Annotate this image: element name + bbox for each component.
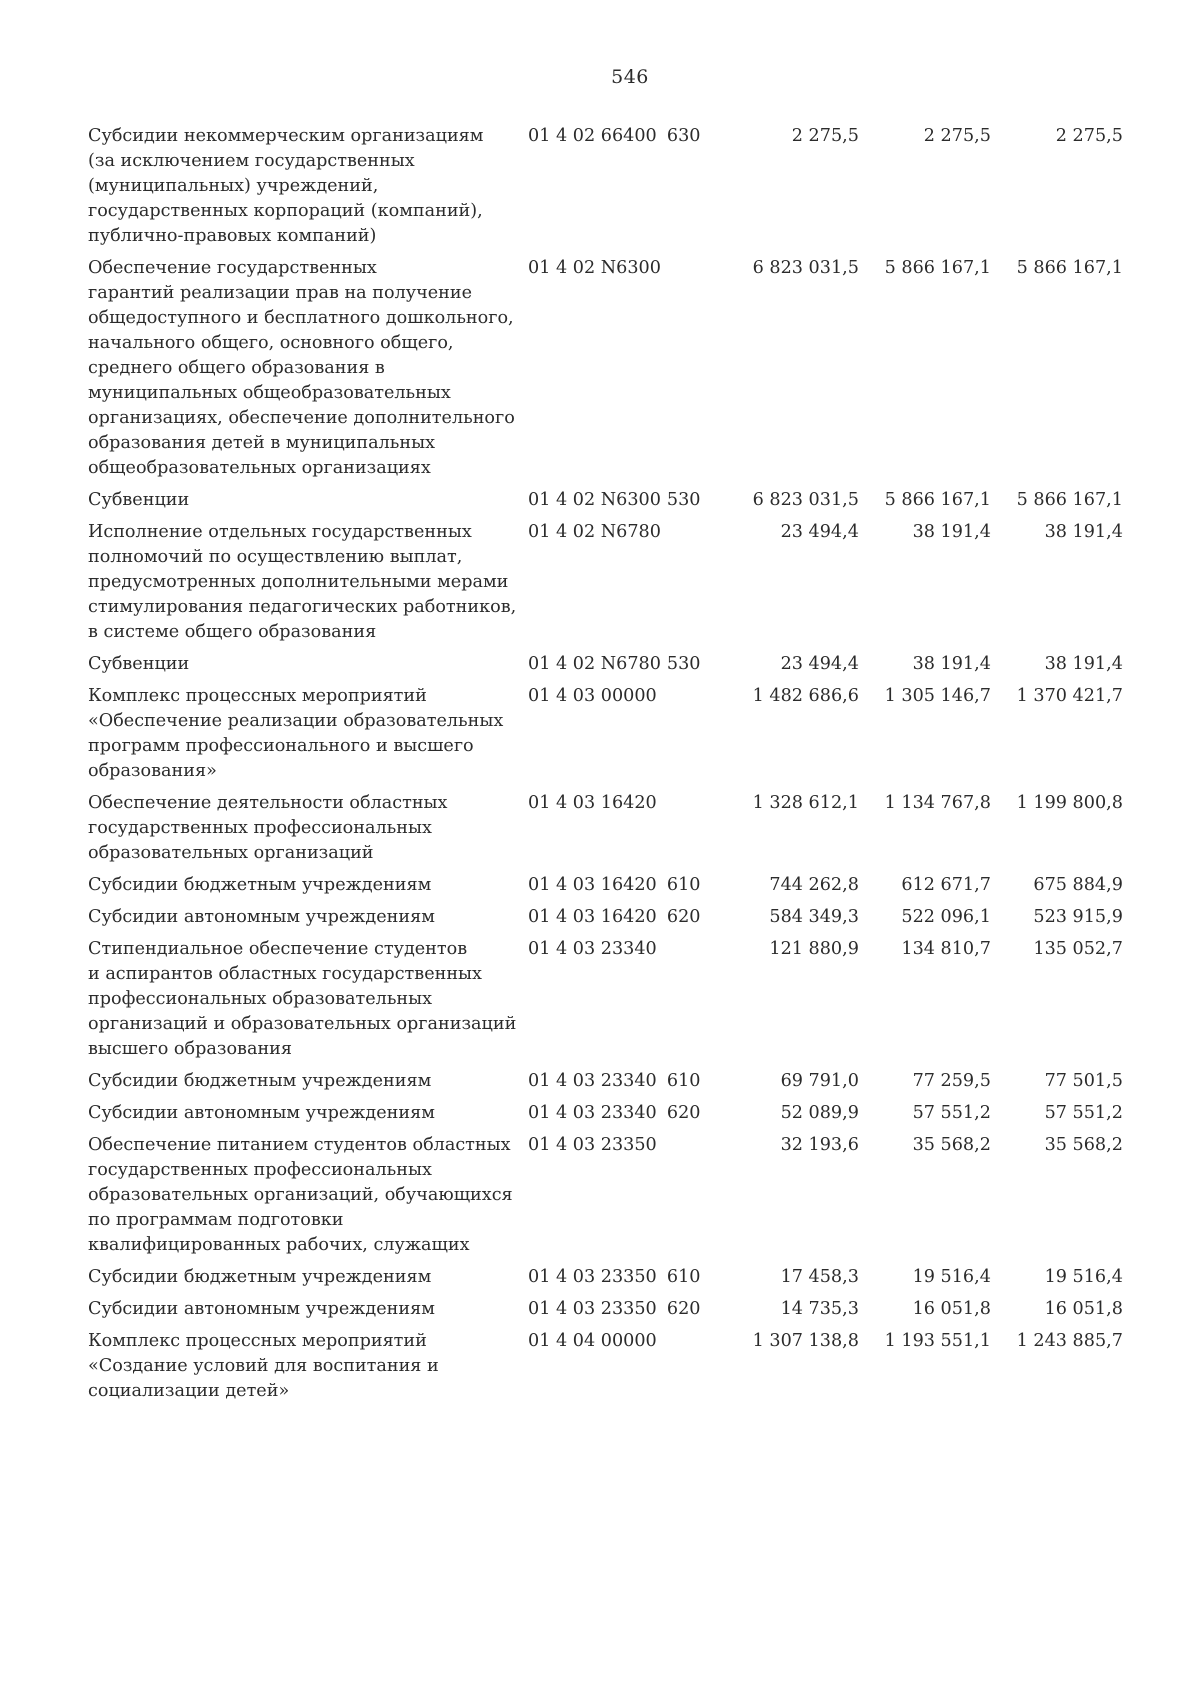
row-code-cell: 01 4 03 00000 bbox=[528, 686, 657, 706]
row-code-cell: 01 4 02 N6780 bbox=[528, 654, 661, 674]
row-year1-amount: 6 823 031,5 bbox=[752, 258, 859, 278]
row-year1-amount: 6 823 031,5 bbox=[752, 490, 859, 510]
row-expense-type-cell bbox=[661, 1133, 717, 1265]
table-row bbox=[88, 256, 1123, 488]
row-year3-amount: 1 370 421,7 bbox=[1016, 686, 1123, 706]
table-row bbox=[88, 905, 1123, 937]
row-expense-type-cell: 610 bbox=[666, 1071, 701, 1091]
table-row bbox=[88, 873, 1123, 905]
row-expense-type-cell bbox=[661, 520, 717, 652]
row-year2-amount: 1 305 146,7 bbox=[884, 686, 991, 706]
row-year2-amount: 77 259,5 bbox=[912, 1071, 991, 1091]
row-year1-amount: 52 089,9 bbox=[780, 1103, 859, 1123]
row-year2-amount: 612 671,7 bbox=[901, 875, 991, 895]
row-expense-type-cell: 620 bbox=[666, 1299, 701, 1319]
row-code-cell: 01 4 02 N6300 bbox=[528, 258, 661, 278]
row-year1-amount: 23 494,4 bbox=[780, 522, 859, 542]
row-year1-amount: 1 328 612,1 bbox=[752, 793, 859, 813]
row-name-cell: Комплекс процессных мероприятий «Обеспечение реализации образовательных программ профессионального и высшего образования» bbox=[88, 686, 504, 781]
row-year3-amount: 1 243 885,7 bbox=[1016, 1331, 1123, 1351]
row-year1-amount: 1 307 138,8 bbox=[752, 1331, 859, 1351]
row-code-cell: 01 4 02 66400 bbox=[528, 126, 657, 146]
row-year2-amount: 522 096,1 bbox=[901, 907, 991, 927]
row-name-cell: Обеспечение государственных гарантий реализации прав на получение общедоступного и бесплатного дошкольного, начального общего, основного общего, среднего общего образования в муниципальных общеобразовательных организациях, обеспечение дополнительного образования детей в муниципальных общеобразовательных организациях bbox=[88, 258, 515, 478]
row-year3-amount: 57 551,2 bbox=[1044, 1103, 1123, 1123]
row-year2-amount: 35 568,2 bbox=[912, 1135, 991, 1155]
table-row bbox=[88, 488, 1123, 520]
row-year3-amount: 16 051,8 bbox=[1044, 1299, 1123, 1319]
table-row bbox=[88, 1101, 1123, 1133]
table-row bbox=[88, 1265, 1123, 1297]
table-row bbox=[88, 520, 1123, 652]
row-name-cell: Субсидии бюджетным учреждениям bbox=[88, 875, 432, 895]
row-name-cell: Субсидии автономным учреждениям bbox=[88, 1299, 435, 1319]
row-year2-amount: 2 275,5 bbox=[923, 126, 991, 146]
table-row bbox=[88, 124, 1123, 256]
row-code-cell: 01 4 03 16420 bbox=[528, 907, 657, 927]
row-code-cell: 01 4 03 23350 bbox=[528, 1135, 657, 1155]
row-year2-amount: 16 051,8 bbox=[912, 1299, 991, 1319]
row-expense-type-cell bbox=[661, 1329, 717, 1411]
row-year1-amount: 32 193,6 bbox=[780, 1135, 859, 1155]
row-expense-type-cell: 620 bbox=[666, 1103, 701, 1123]
row-code-cell: 01 4 04 00000 bbox=[528, 1331, 657, 1351]
table-row bbox=[88, 1133, 1123, 1265]
row-year3-amount: 35 568,2 bbox=[1044, 1135, 1123, 1155]
row-year1-amount: 584 349,3 bbox=[769, 907, 859, 927]
row-year1-amount: 17 458,3 bbox=[780, 1267, 859, 1287]
table-row bbox=[88, 937, 1123, 1069]
table-row bbox=[88, 1329, 1123, 1411]
row-code-cell: 01 4 03 23340 bbox=[528, 1103, 657, 1123]
row-year3-amount: 1 199 800,8 bbox=[1016, 793, 1123, 813]
row-year1-amount: 2 275,5 bbox=[791, 126, 859, 146]
row-name-cell: Исполнение отдельных государственных полномочий по осуществлению выплат, предусмотренных дополнительными мерами стимулирования педагогических работников, в системе общего образования bbox=[88, 522, 517, 642]
row-year2-amount: 57 551,2 bbox=[912, 1103, 991, 1123]
row-year1-amount: 23 494,4 bbox=[780, 654, 859, 674]
row-name-cell: Субсидии бюджетным учреждениям bbox=[88, 1267, 432, 1287]
row-year1-amount: 744 262,8 bbox=[769, 875, 859, 895]
row-expense-type-cell: 620 bbox=[666, 907, 701, 927]
row-year3-amount: 77 501,5 bbox=[1044, 1071, 1123, 1091]
row-year3-amount: 5 866 167,1 bbox=[1016, 490, 1123, 510]
row-year2-amount: 38 191,4 bbox=[912, 654, 991, 674]
row-year3-amount: 2 275,5 bbox=[1055, 126, 1123, 146]
budget-table bbox=[88, 124, 1123, 1411]
table-row bbox=[88, 652, 1123, 684]
table-row bbox=[88, 1297, 1123, 1329]
row-expense-type-cell bbox=[661, 256, 717, 488]
row-expense-type-cell bbox=[661, 791, 717, 873]
row-code-cell: 01 4 03 16420 bbox=[528, 793, 657, 813]
row-year2-amount: 1 134 767,8 bbox=[884, 793, 991, 813]
row-expense-type-cell: 530 bbox=[666, 490, 701, 510]
row-year3-amount: 5 866 167,1 bbox=[1016, 258, 1123, 278]
row-code-cell: 01 4 02 N6300 bbox=[528, 490, 661, 510]
row-name-cell: Субсидии автономным учреждениям bbox=[88, 1103, 435, 1123]
row-year3-amount: 675 884,9 bbox=[1033, 875, 1123, 895]
table-row bbox=[88, 1069, 1123, 1101]
row-name-cell: Обеспечение деятельности областных государственных профессиональных образовательных организаций bbox=[88, 793, 448, 863]
row-expense-type-cell: 610 bbox=[666, 875, 701, 895]
row-year1-amount: 69 791,0 bbox=[780, 1071, 859, 1091]
row-code-cell: 01 4 02 N6780 bbox=[528, 522, 661, 542]
row-year1-amount: 14 735,3 bbox=[780, 1299, 859, 1319]
row-code-cell: 01 4 03 23350 bbox=[528, 1299, 657, 1319]
row-code-cell: 01 4 03 23340 bbox=[528, 939, 657, 959]
row-name-cell: Субсидии некоммерческим организациям (за исключением государственных (муниципальных) учреждений, государственных корпораций (компаний), публично-правовых компаний) bbox=[88, 126, 484, 246]
row-name-cell: Обеспечение питанием студентов областных государственных профессиональных образовательных организаций, обучающихся по программам подготовки квалифицированных рабочих, служащих bbox=[88, 1135, 513, 1255]
row-year2-amount: 5 866 167,1 bbox=[884, 490, 991, 510]
row-year2-amount: 1 193 551,1 bbox=[884, 1331, 991, 1351]
budget-table-body bbox=[88, 124, 1123, 1411]
table-row bbox=[88, 791, 1123, 873]
row-expense-type-cell bbox=[661, 684, 717, 791]
row-expense-type-cell: 630 bbox=[666, 126, 701, 146]
row-code-cell: 01 4 03 23340 bbox=[528, 1071, 657, 1091]
row-name-cell: Субсидии бюджетным учреждениям bbox=[88, 1071, 432, 1091]
row-name-cell: Субсидии автономным учреждениям bbox=[88, 907, 435, 927]
row-year2-amount: 38 191,4 bbox=[912, 522, 991, 542]
row-name-cell: Субвенции bbox=[88, 654, 190, 674]
row-name-cell: Субвенции bbox=[88, 490, 190, 510]
row-year3-amount: 38 191,4 bbox=[1044, 522, 1123, 542]
row-year2-amount: 134 810,7 bbox=[901, 939, 991, 959]
row-code-cell: 01 4 03 16420 bbox=[528, 875, 657, 895]
row-year1-amount: 121 880,9 bbox=[769, 939, 859, 959]
page-number: 546 bbox=[611, 66, 649, 88]
row-name-cell: Комплекс процессных мероприятий «Создание условий для воспитания и социализации детей» bbox=[88, 1331, 439, 1401]
row-year3-amount: 19 516,4 bbox=[1044, 1267, 1123, 1287]
row-code-cell: 01 4 03 23350 bbox=[528, 1267, 657, 1287]
row-year2-amount: 19 516,4 bbox=[912, 1267, 991, 1287]
row-year3-amount: 38 191,4 bbox=[1044, 654, 1123, 674]
row-year1-amount: 1 482 686,6 bbox=[752, 686, 859, 706]
table-row bbox=[88, 684, 1123, 791]
row-year3-amount: 135 052,7 bbox=[1033, 939, 1123, 959]
row-expense-type-cell: 530 bbox=[666, 654, 701, 674]
row-name-cell: Стипендиальное обеспечение студентов и аспирантов областных государственных профессиональных образовательных организаций и образовательных организаций высшего образования bbox=[88, 939, 517, 1059]
row-expense-type-cell bbox=[661, 937, 717, 1069]
row-expense-type-cell: 610 bbox=[666, 1267, 701, 1287]
row-year2-amount: 5 866 167,1 bbox=[884, 258, 991, 278]
row-year3-amount: 523 915,9 bbox=[1033, 907, 1123, 927]
